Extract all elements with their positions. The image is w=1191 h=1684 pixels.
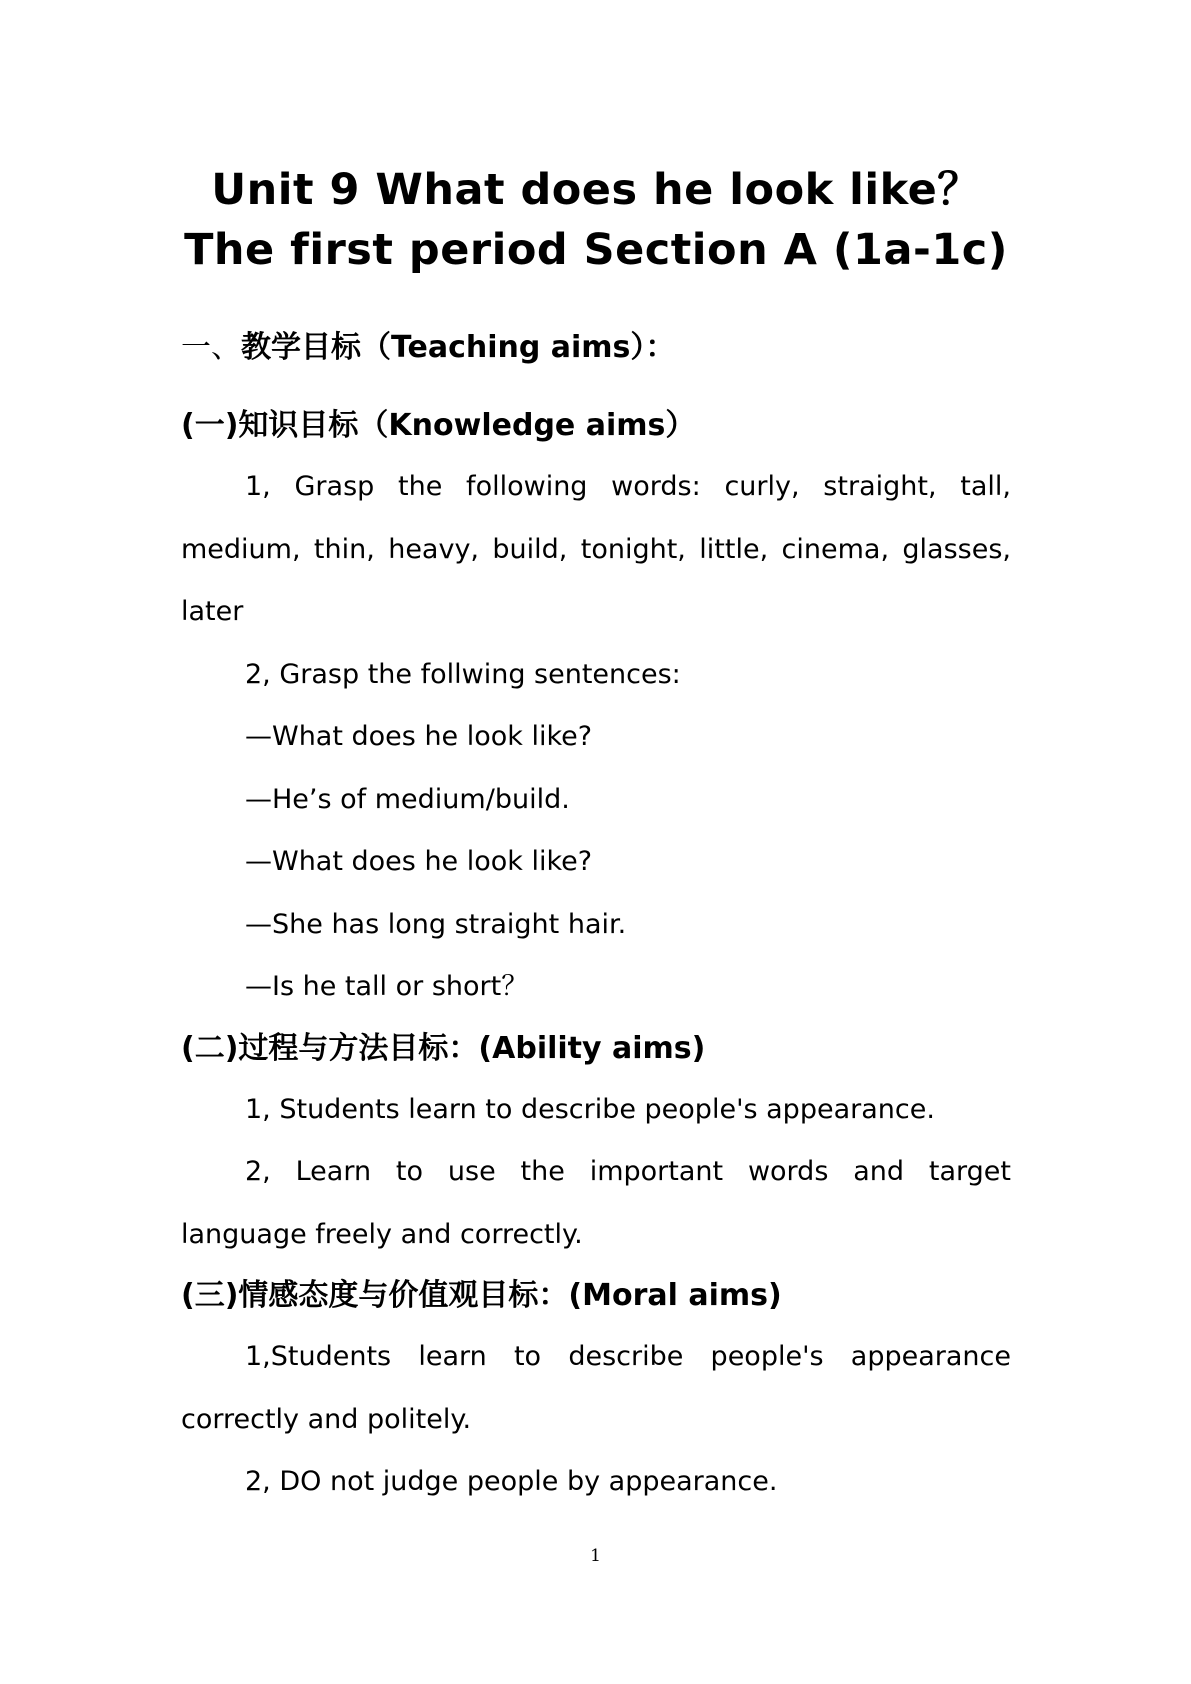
moral-aims-heading: (三)情感态度与价值观目标：(Moral aims) xyxy=(181,1278,782,1313)
sentence-1: —What does he look like? xyxy=(245,721,593,752)
page-number: 1 xyxy=(590,1546,601,1566)
knowledge-aims-heading: (一)知识目标（Knowledge aims） xyxy=(181,408,696,443)
sentence-5: —Is he tall or short？ xyxy=(245,971,529,1002)
title-line-1: Unit 9 What does he look like？ xyxy=(211,165,981,215)
teaching-aims-heading xyxy=(181,328,1011,368)
teaching-aims-heading-text: 教学目标（Teaching aims）： xyxy=(241,330,676,365)
sentence-2: —He’s of medium/build. xyxy=(245,783,570,815)
title-line-2: The first period Section A (1a-1c) xyxy=(184,225,1008,275)
document-title xyxy=(181,160,1011,280)
moral-item-1: 1,Students learn to describe people's appearance correctly and politely. xyxy=(181,1341,1011,1435)
sentence-4: —She has long straight hair. xyxy=(245,908,627,940)
ability-aims-heading: (二)过程与方法目标：(Ability aims) xyxy=(181,1030,706,1066)
page-content xyxy=(181,160,1011,1514)
moral-item-2: 2, DO not judge people by appearance. xyxy=(245,1466,778,1497)
knowledge-item-1: 1, Grasp the following words: curly, straight, tall, medium, thin, heavy, build, tonight, little, cinema, glasses, later xyxy=(181,471,1011,627)
ability-item-2: 2, Learn to use the important words and target language freely and correctly. xyxy=(181,1156,1011,1250)
teaching-aims-prefix: 一、 xyxy=(181,330,241,365)
knowledge-item-2: 2, Grasp the follwing sentences: xyxy=(245,658,681,690)
sentence-3: —What does he look like? xyxy=(245,846,593,877)
ability-item-1: 1, Students learn to describe people's appearance. xyxy=(245,1093,935,1125)
